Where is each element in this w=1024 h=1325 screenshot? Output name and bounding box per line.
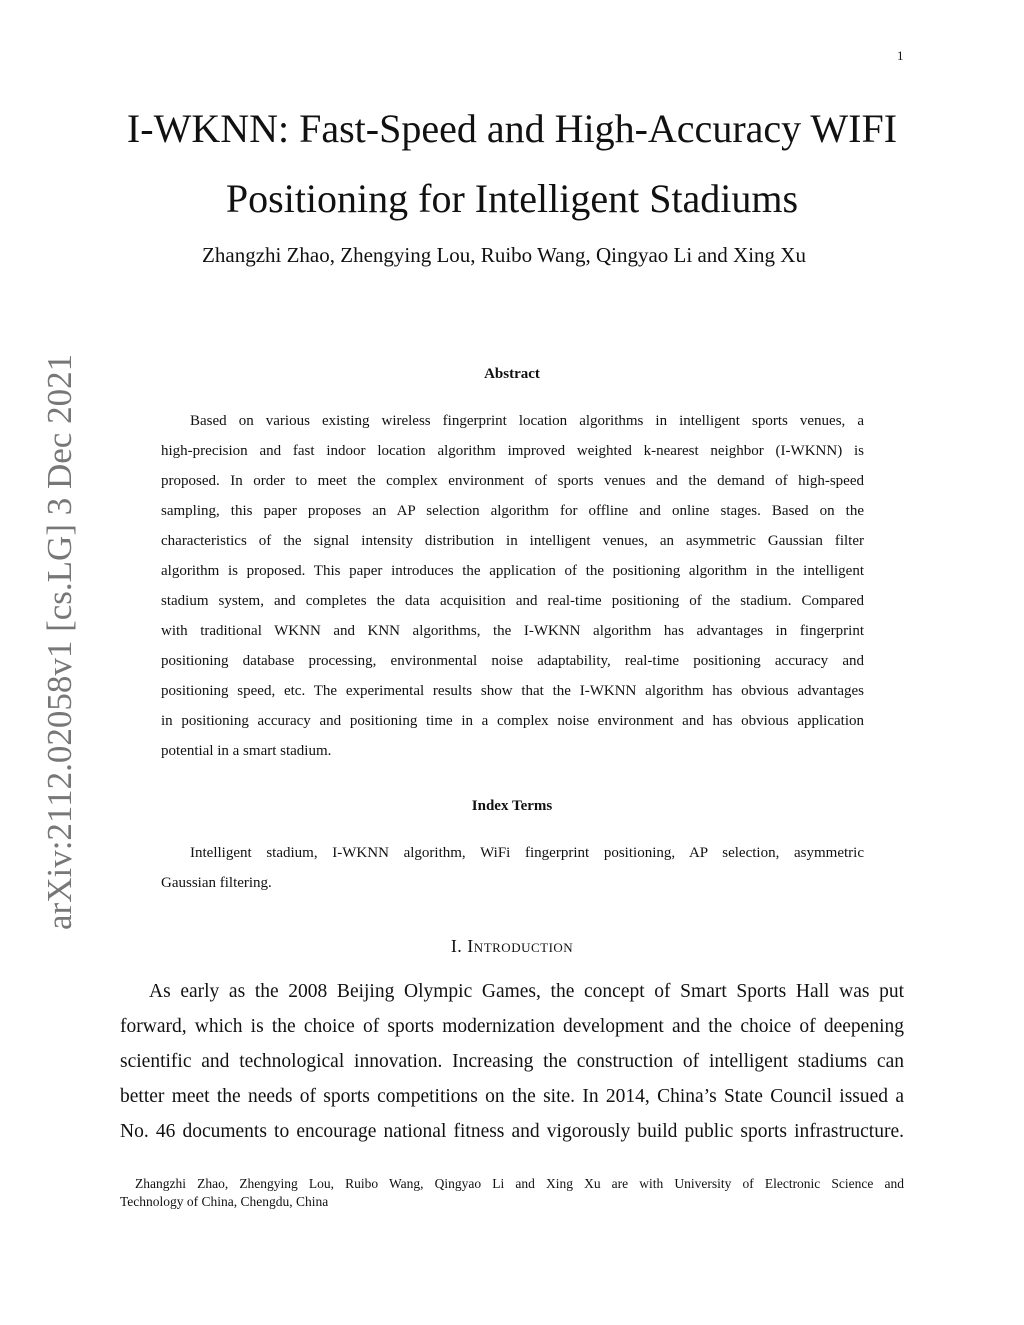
arxiv-stamp: arXiv:2112.02058v1 [cs.LG] 3 Dec 2021 <box>40 353 79 930</box>
footnote-line: Zhangzhi Zhao, Zhengying Lou, Ruibo Wang, Qingyao Li and Xing Xu are with University of Electronic Science and <box>135 1176 904 1191</box>
index-terms-line: Intelligent stadium, I-WKNN algorithm, WiFi fingerprint positioning, AP selection, asymmetric <box>190 845 864 861</box>
abstract-line: in positioning accuracy and positioning time in a complex noise environment and has obvious application <box>161 713 864 729</box>
abstract-heading: Abstract <box>484 366 540 382</box>
page-number: 1 <box>897 48 904 63</box>
paper-title <box>0 94 1024 234</box>
introduction-line: forward, which is the choice of sports modernization development and the choice of deepening <box>120 1016 904 1037</box>
affiliation-footnote <box>120 1175 904 1211</box>
author-list: Zhangzhi Zhao, Zhengying Lou, Ruibo Wang, Qingyao Li and Xing Xu <box>202 243 806 267</box>
introduction-line: better meet the needs of sports competitions on the site. In 2014, China’s State Council issued a <box>120 1086 904 1107</box>
abstract-line: proposed. In order to meet the complex environment of sports venues and the demand of high-speed <box>161 473 864 489</box>
abstract-line: sampling, this paper proposes an AP selection algorithm for offline and online stages. Based on the <box>161 503 864 519</box>
abstract-line: characteristics of the signal intensity distribution in intelligent venues, an asymmetric Gaussian filter <box>161 533 864 549</box>
abstract-line: algorithm is proposed. This paper introduces the application of the positioning algorithm in the intelligent <box>161 563 864 579</box>
abstract-line: with traditional WKNN and KNN algorithms, the I-WKNN algorithm has advantages in fingerprint <box>161 623 864 639</box>
index-terms-line: Gaussian filtering. <box>161 875 272 891</box>
title-line: Positioning for Intelligent Stadiums <box>225 176 799 221</box>
title-line: I-WKNN: Fast-Speed and High-Accuracy WIFI <box>126 106 898 151</box>
abstract-line: Based on various existing wireless fingerprint location algorithms in intelligent sports venues, a <box>190 413 864 429</box>
abstract-line: potential in a smart stadium. <box>161 743 332 759</box>
abstract-line: stadium system, and completes the data acquisition and real-time positioning of the stadium. Compared <box>161 593 864 609</box>
footnote-line: Technology of China, Chengdu, China <box>120 1194 329 1209</box>
abstract-body <box>161 406 864 766</box>
abstract-line: positioning database processing, environmental noise adaptability, real-time positioning accuracy and <box>161 653 864 669</box>
introduction-line: scientific and technological innovation. Increasing the construction of intelligent stadiums can <box>120 1051 904 1072</box>
abstract-line: positioning speed, etc. The experimental results show that the I-WKNN algorithm has obvious advantages <box>161 683 864 699</box>
index-terms-heading: Index Terms <box>471 798 553 814</box>
introduction-line: As early as the 2008 Beijing Olympic Games, the concept of Smart Sports Hall was put <box>149 981 904 1002</box>
index-terms-body <box>161 838 864 898</box>
introduction-heading: I. Introduction <box>450 936 574 956</box>
abstract-line: high-precision and fast indoor location algorithm improved weighted k-nearest neighbor (I-WKNN) is <box>161 443 864 459</box>
introduction-line: No. 46 documents to encourage national fitness and vigorously build public sports infrastructure. <box>120 1121 904 1142</box>
introduction-body <box>120 974 904 1149</box>
